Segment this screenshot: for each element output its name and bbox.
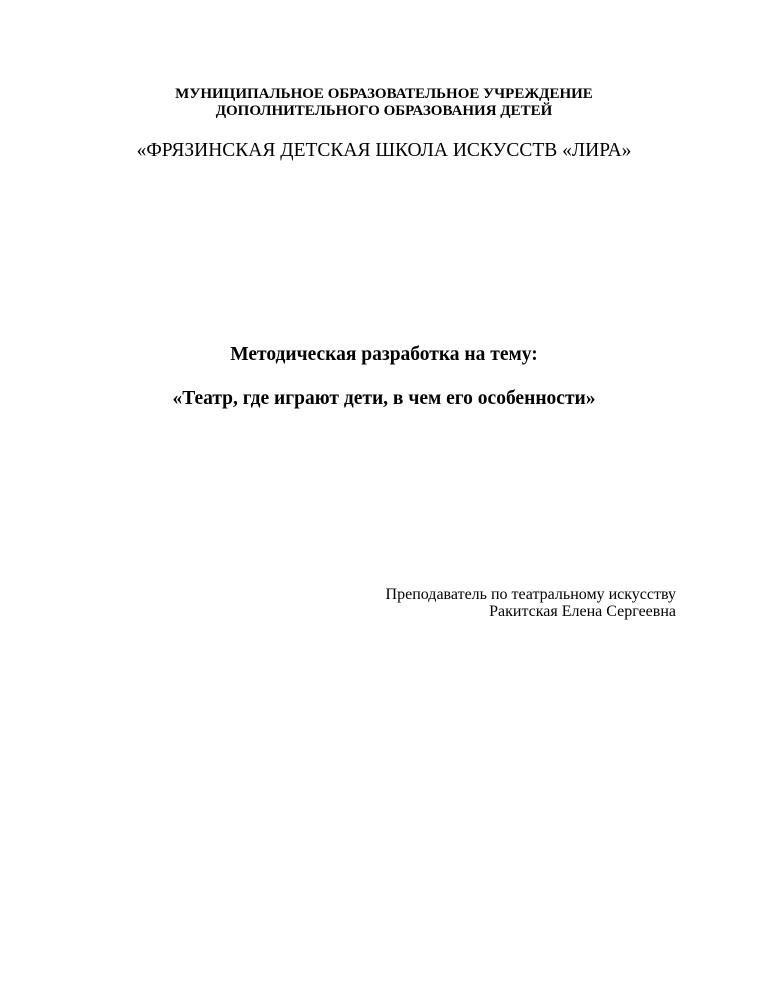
school-name: «ФРЯЗИНСКАЯ ДЕТСКАЯ ШКОЛА ИСКУССТВ «ЛИРА» (136, 140, 632, 161)
author-role: Преподаватель по театральному искусству (385, 586, 676, 603)
institution-header-line-2: ДОПОЛНИТЕЛЬНОГО ОБРАЗОВАНИЯ ДЕТЕЙ (215, 103, 553, 119)
document-title-line-2: «Театр, где играют дети, в чем его особенности» (172, 388, 596, 409)
author-name: Ракитская Елена Сергеевна (489, 603, 676, 620)
institution-header-line-1: МУНИЦИПАЛЬНОЕ ОБРАЗОВАТЕЛЬНОЕ УЧРЕЖДЕНИЕ (175, 86, 593, 102)
document-title-line-1: Методическая разработка на тему: (230, 344, 538, 365)
